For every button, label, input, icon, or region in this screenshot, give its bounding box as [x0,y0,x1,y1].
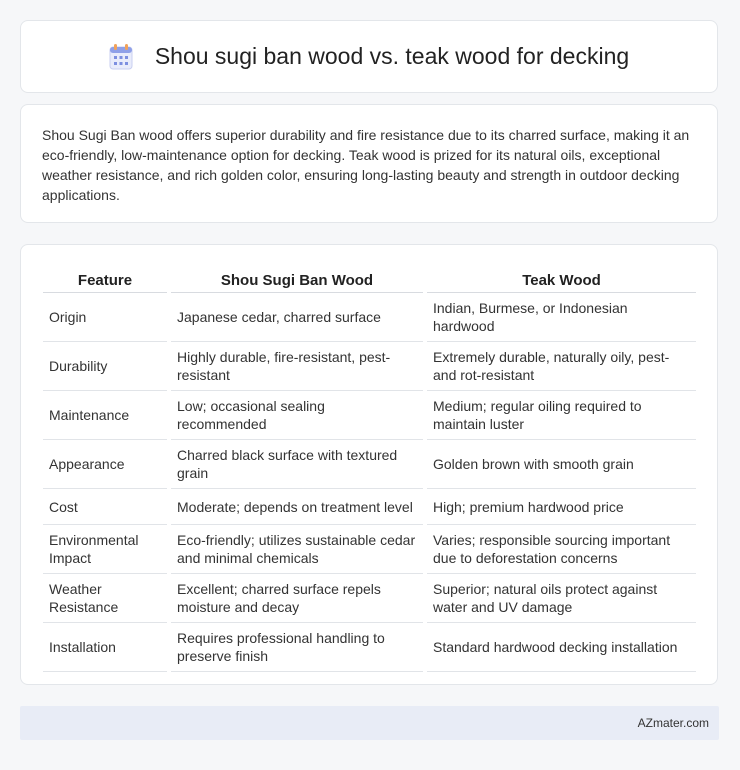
table-row [43,342,696,391]
table-row [43,391,696,440]
row-feature: Cost [43,489,167,525]
row-feature: Durability [43,342,167,391]
row-teak: Indian, Burmese, or Indonesian hardwood [427,293,696,342]
header-feature: Feature [43,265,167,293]
description-card [20,104,718,223]
table-row [43,623,696,672]
row-teak: Varies; responsible sourcing important due to deforestation concerns [427,525,696,574]
table-header-row [43,265,696,293]
page-title: Shou sugi ban wood vs. teak wood for decking [154,43,630,69]
table-row [43,489,696,525]
row-teak: Extremely durable, naturally oily, pest- and rot-resistant [427,342,696,391]
row-feature: Installation [43,623,167,672]
description-text: Shou Sugi Ban wood offers superior durability and fire resistance due to its charred surface, making it an eco-friendly, low-maintenance option for decking. Teak wood is prized for its natural oils, exceptional weather resistance, and rich golden color, ensuring long-lasting beauty and strength in outdoor decking applications. [42,127,690,203]
footer-bar [20,706,719,740]
row-shou-sugi-ban: Charred black surface with textured grain [171,440,423,489]
row-teak: Superior; natural oils protect against water and UV damage [427,574,696,623]
table-row [43,440,696,489]
row-shou-sugi-ban: Highly durable, fire-resistant, pest-resistant [171,342,423,391]
row-feature: Environmental Impact [43,525,167,574]
row-feature: Maintenance [43,391,167,440]
table-row [43,525,696,574]
table-row [43,293,696,342]
row-teak: Medium; regular oiling required to maintain luster [427,391,696,440]
header-teak: Teak Wood [427,265,696,293]
row-feature: Origin [43,293,167,342]
row-shou-sugi-ban: Eco-friendly; utilizes sustainable cedar and minimal chemicals [171,525,423,574]
header-shou-sugi-ban: Shou Sugi Ban Wood [171,265,423,293]
footer-brand[interactable]: AZmater.com [637,716,709,730]
row-teak: Standard hardwood decking installation [427,623,696,672]
calendar-icon [109,44,133,70]
row-feature: Weather Resistance [43,574,167,623]
row-teak: High; premium hardwood price [427,489,696,525]
row-shou-sugi-ban: Low; occasional sealing recommended [171,391,423,440]
row-shou-sugi-ban: Moderate; depends on treatment level [171,489,423,525]
table-row [43,574,696,623]
row-shou-sugi-ban: Japanese cedar, charred surface [171,293,423,342]
comparison-card [20,244,718,685]
row-teak: Golden brown with smooth grain [427,440,696,489]
row-feature: Appearance [43,440,167,489]
row-shou-sugi-ban: Requires professional handling to preserve finish [171,623,423,672]
comparison-table [39,265,700,672]
row-shou-sugi-ban: Excellent; charred surface repels moisture and decay [171,574,423,623]
title-card [20,20,718,93]
